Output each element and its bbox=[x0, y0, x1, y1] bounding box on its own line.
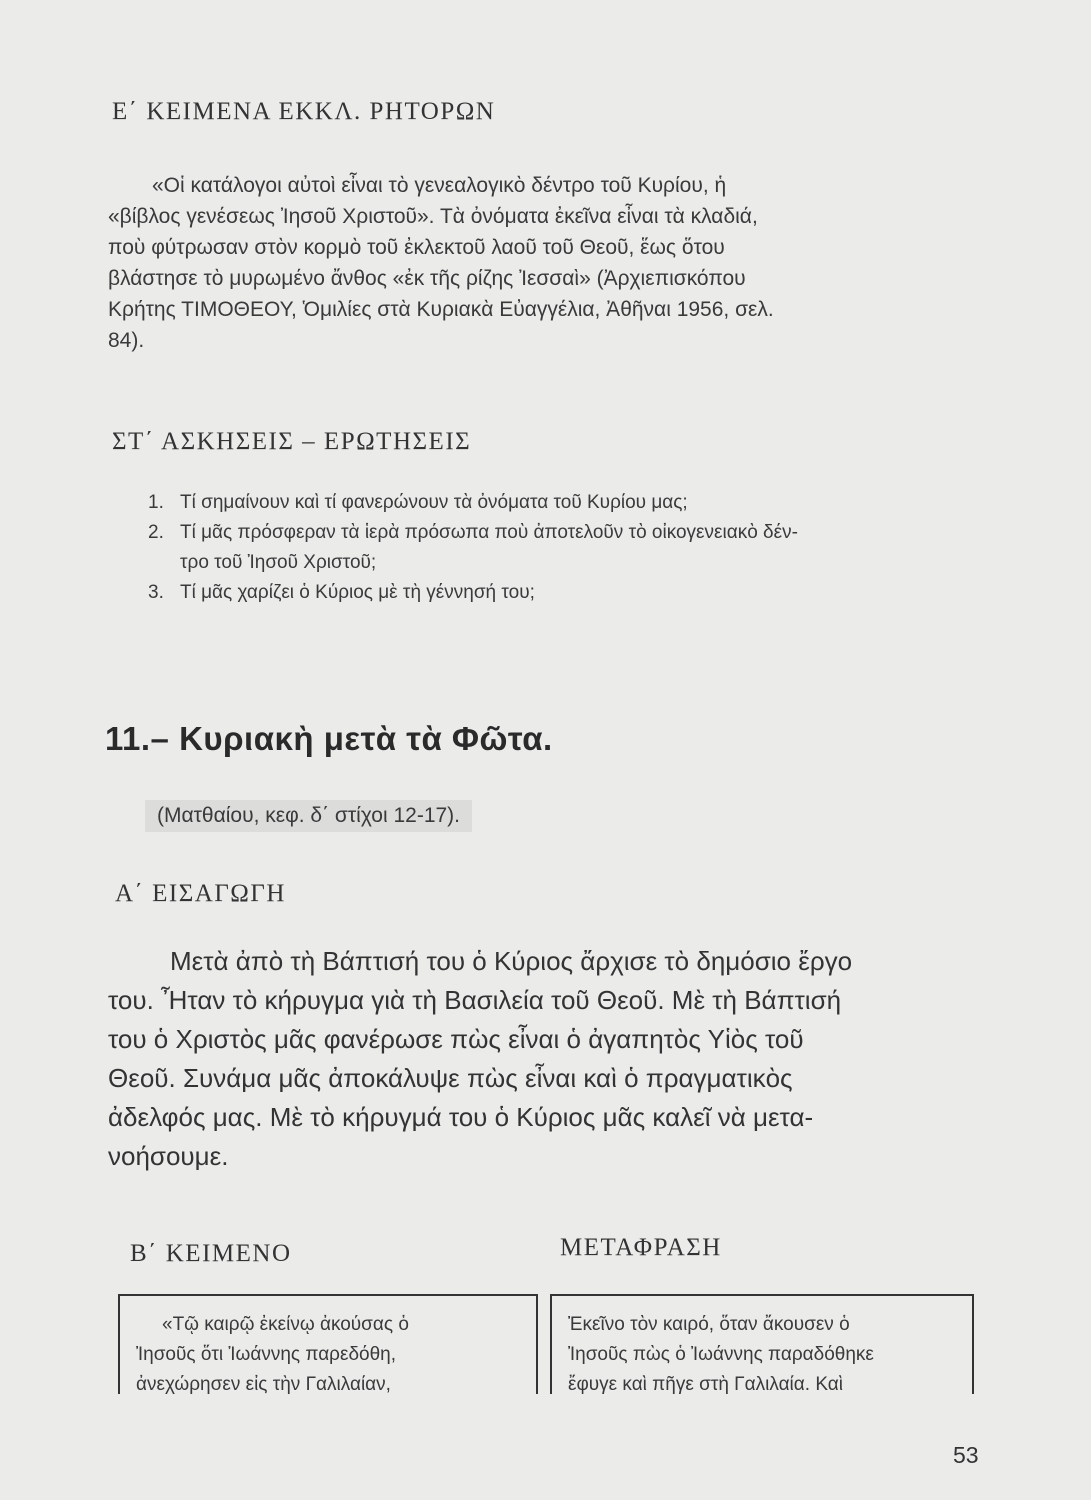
question-number: 1. bbox=[148, 492, 164, 513]
text-line: Θεοῦ. Συνάμα μᾶς ἀποκάλυψε πὼς εἶναι καὶ ὁ πραγματικὸς bbox=[108, 1063, 793, 1093]
question-text: Τί μᾶς πρόσφεραν τὰ ἱερὰ πρόσωπα ποὺ ἀποτελοῦν τὸ οἰκογενειακὸ δέν- bbox=[180, 522, 798, 543]
text-line: νοήσουμε. bbox=[108, 1141, 229, 1171]
text-line: Ἰησοῦς πὼς ὁ Ἰωάννης παραδόθηκε bbox=[568, 1344, 874, 1365]
question-number: 3. bbox=[148, 582, 164, 603]
text-line: του ὁ Χριστὸς μᾶς φανέρωσε πὼς εἶναι ὁ ἀγαπητὸς Υἱὸς τοῦ bbox=[108, 1024, 804, 1054]
section-st-heading: ΣΤ΄ ΑΣΚΗΣΕΙΣ – ΕΡΩΤΗΣΕΙΣ bbox=[112, 428, 472, 455]
chapter-title: 11.– Κυριακὴ μετὰ τὰ Φῶτα. bbox=[105, 720, 553, 757]
text-line: 84). bbox=[108, 329, 145, 352]
text-line: Ἰησοῦς ὅτι Ἰωάννης παρεδόθη, bbox=[136, 1344, 397, 1365]
text-line: ἔφυγε καὶ πῆγε στὴ Γαλιλαία. Καὶ bbox=[568, 1374, 843, 1394]
page-number: 53 bbox=[953, 1442, 979, 1468]
section-b-heading: Β΄ ΚΕΙΜΕΝΟ bbox=[130, 1240, 292, 1267]
text-line: ποὺ φύτρωσαν στὸν κορμὸ τοῦ ἐκλεκτοῦ λαοῦ τοῦ Θεοῦ, ἕως ὅτου bbox=[108, 236, 725, 259]
text-line: Μετὰ ἀπὸ τὴ Βάπτισή του ὁ Κύριος ἄρχισε τὸ δημόσιο ἔργο bbox=[170, 946, 853, 976]
text-line: Κρήτης ΤΙΜΟΘΕΟΥ, Ὁμιλίες στὰ Κυριακὰ Εὐαγγέλια, Ἀθῆναι 1956, σελ. bbox=[108, 298, 774, 321]
text-line: βλάστησε τὸ μυρωμένο ἄνθος «ἐκ τῆς ρίζης Ἰεσσαὶ» (Ἀρχιεπισκόπου bbox=[108, 267, 746, 290]
text-line: «βίβλος γενέσεως Ἰησοῦ Χριστοῦ». Τὰ ὀνόματα ἐκεῖνα εἶναι τὰ κλαδιά, bbox=[108, 205, 758, 228]
original-text-box bbox=[118, 1294, 538, 1394]
question-text: Τί σημαίνουν καὶ τί φανερώνουν τὰ ὀνόματα τοῦ Κυρίου μας; bbox=[180, 492, 688, 513]
text-line: Ἐκεῖνο τὸν καιρό, ὅταν ἄκουσεν ὁ bbox=[568, 1314, 850, 1335]
question-item bbox=[148, 578, 798, 608]
question-text-continued: τρο τοῦ Ἰησοῦ Χριστοῦ; bbox=[180, 552, 377, 573]
text-line: ἀνεχώρησεν εἰς τὴν Γαλιλαίαν, bbox=[136, 1374, 391, 1394]
question-number: 2. bbox=[148, 522, 164, 543]
questions-list bbox=[148, 488, 798, 608]
question-item bbox=[148, 488, 798, 518]
question-item bbox=[148, 518, 798, 548]
text-line: ἀδελφός μας. Μὲ τὸ κήρυγμά του ὁ Κύριος μᾶς καλεῖ νὰ μετα- bbox=[108, 1102, 814, 1132]
text-line: «Τῷ καιρῷ ἐκείνῳ ἀκούσας ὁ bbox=[162, 1314, 409, 1335]
text-line: «Οἱ κατάλογοι αὐτοὶ εἶναι τὸ γενεαλογικὸ δέντρο τοῦ Κυρίου, ἡ bbox=[152, 174, 727, 197]
translation-text-box bbox=[550, 1294, 974, 1394]
section-e-heading: Ε΄ ΚΕΙΜΕΝΑ ΕΚΚΛ. ΡΗΤΟΡΩΝ bbox=[112, 98, 496, 125]
translation-heading: ΜΕΤΑΦΡΑΣΗ bbox=[560, 1234, 722, 1261]
scripture-reference: (Ματθαίου, κεφ. δ΄ στίχοι 12-17). bbox=[145, 800, 472, 832]
text-line: του. Ἦταν τὸ κήρυγμα γιὰ τὴ Βασιλεία τοῦ Θεοῦ. Μὲ τὴ Βάπτισή bbox=[108, 985, 842, 1015]
introduction-text bbox=[108, 942, 852, 1176]
section-e-quote bbox=[108, 170, 774, 356]
section-a-heading: Α΄ ΕΙΣΑΓΩΓΗ bbox=[115, 880, 286, 907]
question-text: Τί μᾶς χαρίζει ὁ Κύριος μὲ τὴ γέννησή του; bbox=[180, 582, 535, 603]
